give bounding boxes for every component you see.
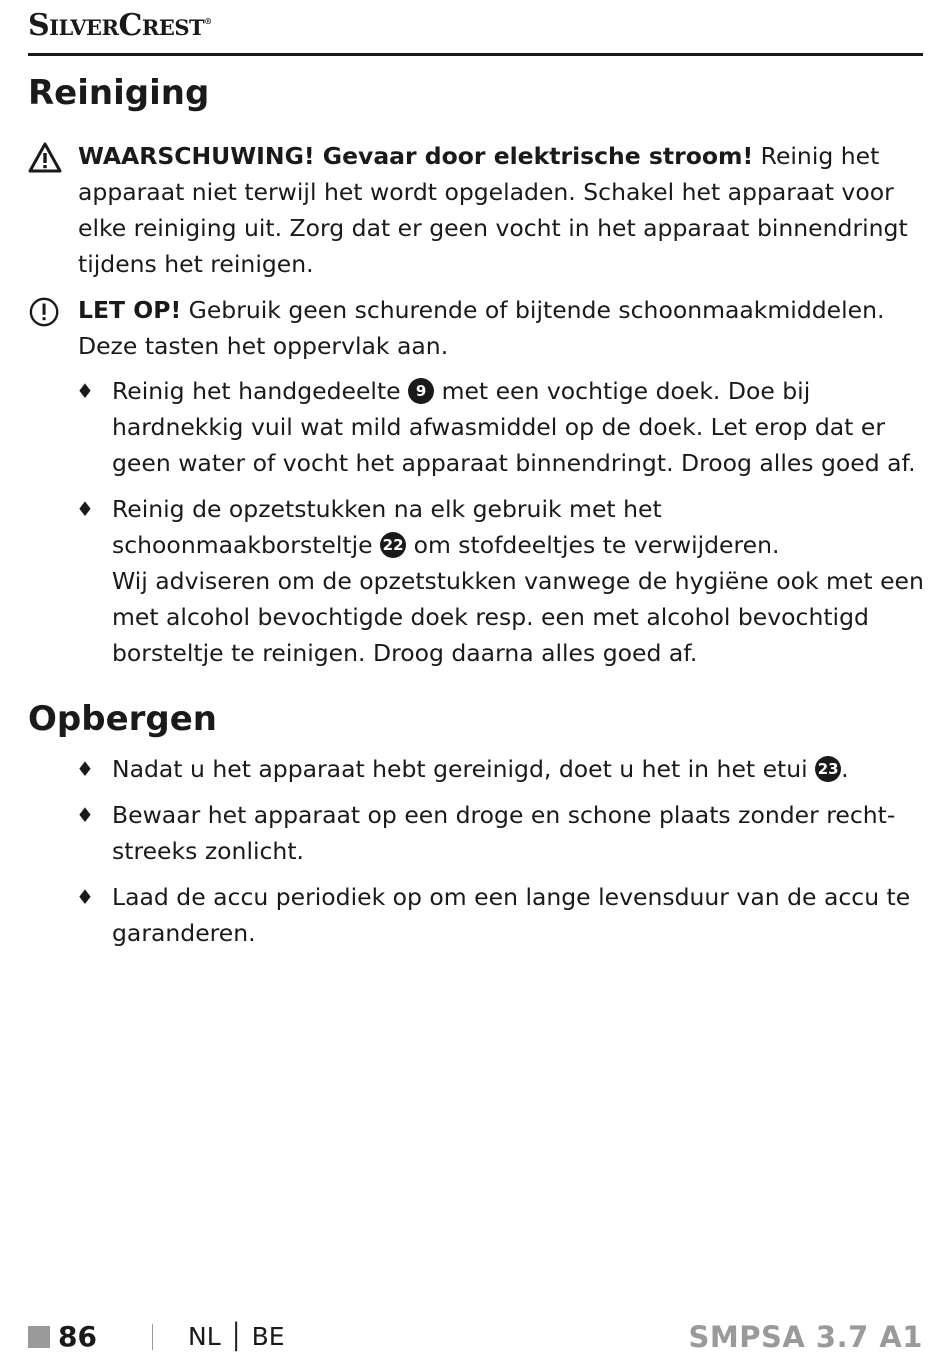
list-item: ♦ Reinig het handgedeelte 9 met een vochtige doek. Doe bij hardnekkig vuil wat mild afwasmiddel op de doek. Let erop dat er geen water of vocht het apparaat binnendringt. Droog alles goed af. [28, 373, 928, 481]
list-item: ♦ Laad de accu periodiek op om een lange levensduur van de accu te garanderen. [28, 879, 928, 951]
diamond-bullet-icon: ♦ [76, 757, 94, 781]
header-rule [28, 53, 923, 56]
reference-number: 23 [815, 756, 841, 782]
warning-notice [28, 138, 928, 282]
model-number: SMPSA 3.7 A1 [688, 1320, 923, 1354]
reference-number: 9 [408, 378, 434, 404]
exclamation-circle-icon [28, 296, 62, 328]
page-footer [28, 1318, 923, 1358]
section-title-opbergen: Opbergen [28, 699, 218, 739]
warning-triangle-icon [28, 142, 62, 174]
opbergen-steps [28, 751, 928, 961]
warning-lead: WAARSCHUWING! Gevaar door elektrische stroom! [78, 142, 754, 170]
reiniging-steps [28, 373, 928, 681]
section-title-reiniging: Reiniging [28, 73, 210, 113]
page-number: 86 [58, 1320, 97, 1353]
diamond-bullet-icon: ♦ [76, 379, 94, 403]
list-item-extra: Wij adviseren om de opzetstukken vanwege de hygiëne ook met een met alcohol bevochtigde doek resp. een met alcohol bevochtigd borsteltje te reinigen. Droog daarna alles goed af. [112, 567, 924, 667]
list-item: ♦ Bewaar het apparaat op een droge en schone plaats zonder recht-streeks zonlicht. [28, 797, 928, 869]
warning-text: Reinig het apparaat niet terwijl het wordt opgeladen. Schakel het apparaat voor elke reiniging uit. Zorg dat er geen vocht in het apparaat binnendringt tijdens het reinigen. [78, 142, 908, 278]
list-item: ♦ Nadat u het apparaat hebt gereinigd, doet u het in het etui 23 . [28, 751, 928, 787]
diamond-bullet-icon: ♦ [76, 885, 94, 909]
footer-square-icon [28, 1326, 50, 1348]
caution-lead: LET OP! [78, 296, 182, 324]
footer-divider [152, 1324, 153, 1350]
caution-text: Gebruik geen schurende of bijtende schoonmaakmiddelen. Deze tasten het oppervlak aan. [78, 296, 885, 360]
list-item: ♦ Reinig de opzetstukken na elk gebruik met het schoonmaakborsteltje 22 om stofdeeltjes te verwijderen. Wij adviseren om de opzetstukken vanwege de hygiëne ook met een met alcohol bevochtigde doek resp. een met alcohol bevochtigd borsteltje te reinigen. Droog daarna alles goed af. [28, 491, 928, 671]
diamond-bullet-icon: ♦ [76, 497, 94, 521]
caution-notice [28, 292, 928, 364]
brand-logo: SilverCrest® [28, 8, 212, 43]
diamond-bullet-icon: ♦ [76, 803, 94, 827]
language-code: NL │ BE [188, 1322, 285, 1351]
reference-number: 22 [380, 532, 406, 558]
